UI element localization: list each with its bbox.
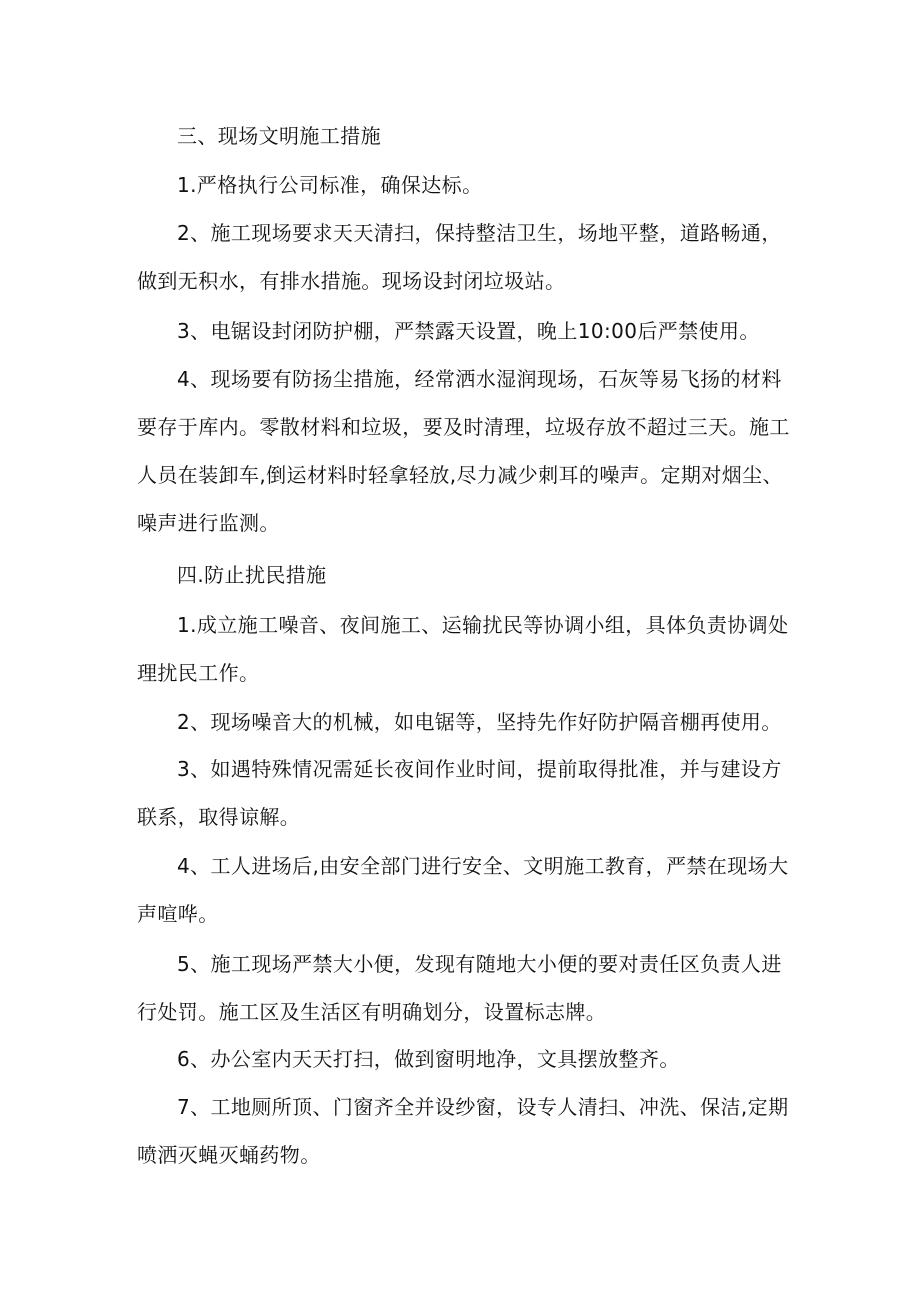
paragraph-item: 4、现场要有防扬尘措施，经常洒水湿润现场，石灰等易飞扬的材料要存于库内。零散材料和垃圾，要及时清理，垃圾存放不超过三天。施工人员在装卸车,倒运材料时轻拿轻放,尽力减少刺耳的噪声。定期对烟尘、噪声进行监测。 [137, 367, 790, 535]
paragraph-item: 6、办公室内天天打扫，做到窗明地净，文具摆放整齐。 [177, 1047, 680, 1071]
paragraph-item: 1.成立施工噪音、夜间施工、运输扰民等协调小组，具体负责协调处理扰民工作。 [137, 613, 789, 685]
paragraph-item: 5、施工现场严禁大小便，发现有随地大小便的要对责任区负责人进行处罚。施工区及生活区有明确划分，设置标志牌。 [137, 952, 782, 1024]
section-heading-disturbance-prevention: 四.防止扰民措施 [177, 563, 327, 587]
paragraph-item: 7、工地厕所顶、门窗齐全并设纱窗，设专人清扫、冲洗、保洁,定期喷洒灭蝇灭蛹药物。 [137, 1095, 789, 1167]
paragraph-item: 3、如遇特殊情况需延长夜间作业时间，提前取得批准，并与建设方联系，取得谅解。 [137, 757, 782, 829]
paragraph-item: 3、电锯设封闭防护棚，严禁露天设置，晚上10:00后严禁使用。 [177, 319, 760, 343]
paragraph-item: 4、工人进场后,由安全部门进行安全、文明施工教育，严禁在现场大声喧哗。 [137, 854, 789, 926]
paragraph-item: 1.严格执行公司标准，确保达标。 [177, 173, 483, 197]
paragraph-item: 2、现场噪音大的机械，如电锯等，坚持先作好防护隔音棚再使用。 [177, 710, 782, 734]
paragraph-item: 2、施工现场要求天天清扫，保持整洁卫生，场地平整，道路畅通，做到无积水，有排水措施。现场设封闭垃圾站。 [137, 221, 782, 293]
section-heading-civilized-construction: 三、现场文明施工措施 [177, 124, 381, 148]
